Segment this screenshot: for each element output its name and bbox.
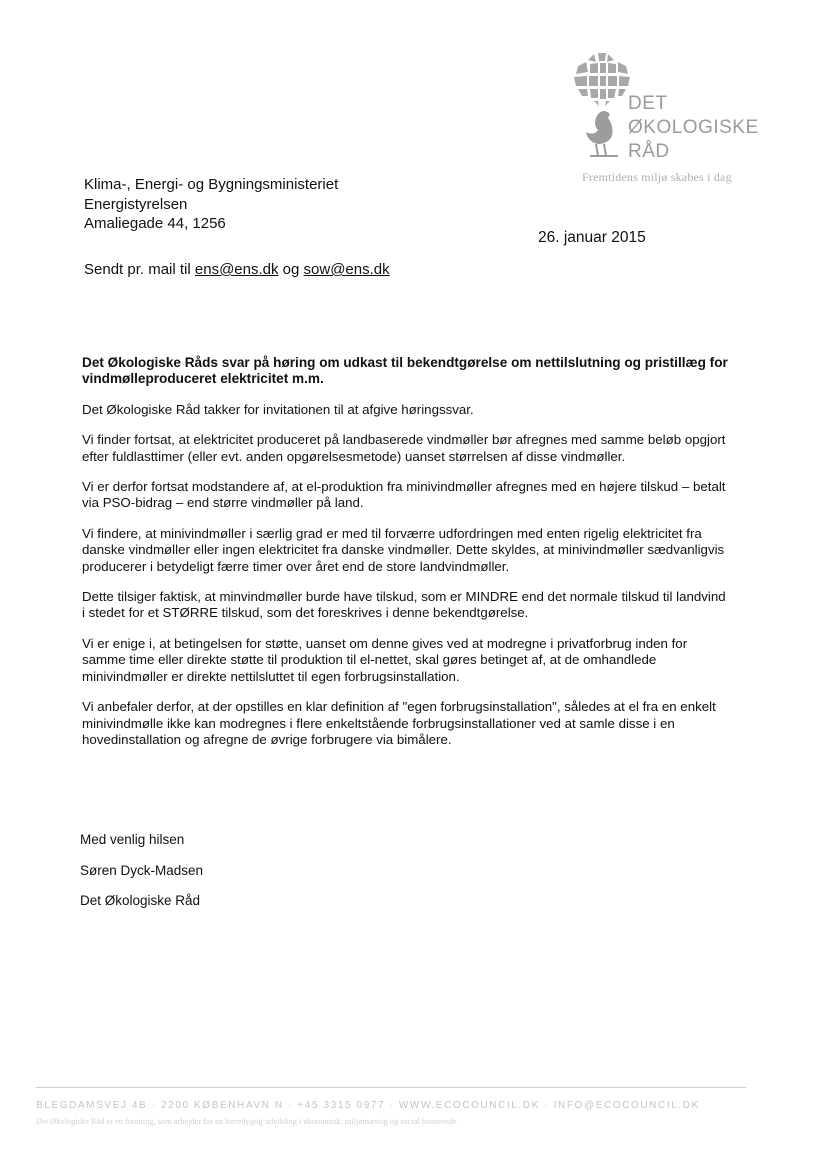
email-link-ens[interactable]: ens@ens.dk [194,261,279,278]
letter-date: 26. januar 2015 [538,229,646,246]
paragraph-5: Dette tilsiger faktisk, at minvindmøller burde have tilskud, som er MINDRE end det normale tilskud til landvind i stedet for et STØRRE tilskud, som det foreskrives i denne bekendtgørelse. [82,589,726,621]
paragraph-6: Vi er enige i, at betingelsen for støtte, uanset om denne gives ved at modregne i privatforbrug inden for samme time eller direkte støtte til produktion til el-nettet, skal gøres betinget af, at de omhandlede minivindmøller er direkte nettilsluttet til egen forbrugsinstallation. [82,635,688,684]
sent-prefix: Sendt pr. mail til [84,261,195,278]
logo-wordmark [628,92,759,164]
paragraph-2: Vi finder fortsat, at elektricitet produceret på landbaserede vindmøller bør afregnes med samme beløb opgjort efter fuldlasttimer (eller evt. anden opgørelsesmetode) uanset størrelsen af disse vindmøller. [82,432,726,464]
address-line-2: Energistyrelsen [84,195,188,213]
organization-logo [568,52,768,192]
recipient-address [84,175,338,234]
closing-greeting: Med venlig hilsen [80,832,185,847]
letter-heading: Det Økologiske Råds svar på høring om udkast til bekendtgørelse om nettilslutning og pristillæg for vindmølleproduceret elektricitet m.m. [82,355,728,387]
sent-middle: og [278,261,304,278]
footer-contact: BLEGDAMSVEJ 4B · 2200 KØBENHAVN N · +45 3315 0977 · WWW.ECOCOUNCIL.DK · INFO@ECOCOUNCIL.DK [36,1100,700,1111]
logo-tagline: Fremtidens miljø skabes i dag [582,170,732,184]
logo-line-2: ØKOLOGISKE [628,117,759,138]
footer-description: Det Økologiske Råd er en forening, som arbejder for en bæredygtig udvikling i økonomisk, miljømæssig og social henseende [36,1117,457,1126]
letter-body [82,355,732,762]
paragraph-3: Vi er derfor fortsat modstandere af, at el-produktion fra minivindmøller afregnes med en højere tilskud – betalt via PSO-bidrag – end større vindmøller på land. [82,479,726,511]
email-link-sow[interactable]: sow@ens.dk [303,261,390,278]
sent-by-mail-line [84,261,390,278]
footer-divider [36,1087,746,1088]
paragraph-4: Vi findere, at minivindmøller i særlig grad er med til forværre udfordringen med enten rigelig elektricitet fra danske vindmøller eller ingen elektricitet fra danske vindmøller. Dette skyldes, at minivindmøller sædvanligvis producerer i betydeligt færre timer over året end de store landvindmøller. [82,525,725,574]
logo-line-1: DET [628,93,668,114]
signature-organization: Det Økologiske Råd [80,893,201,908]
address-line-1: Klima-, Energi- og Bygningsministeriet [84,176,339,193]
address-line-3: Amaliegade 44, 1256 [84,215,226,232]
paragraph-1: Det Økologiske Råd takker for invitationen til at afgive høringssvar. [82,401,474,417]
logo-line-3: RÅD [628,141,670,162]
paragraph-7: Vi anbefaler derfor, at der opstilles en klar definition af "egen forbrugsinstallation", således at el fra en enkelt minivindmølle ikke kan modregnes i flere enkeltstående forbrugsinstallationer ved at samle disse i en hovedinstallation og afregne de øvrige forbrugere via bimålere. [82,699,716,747]
signature-name: Søren Dyck-Madsen [80,863,204,878]
